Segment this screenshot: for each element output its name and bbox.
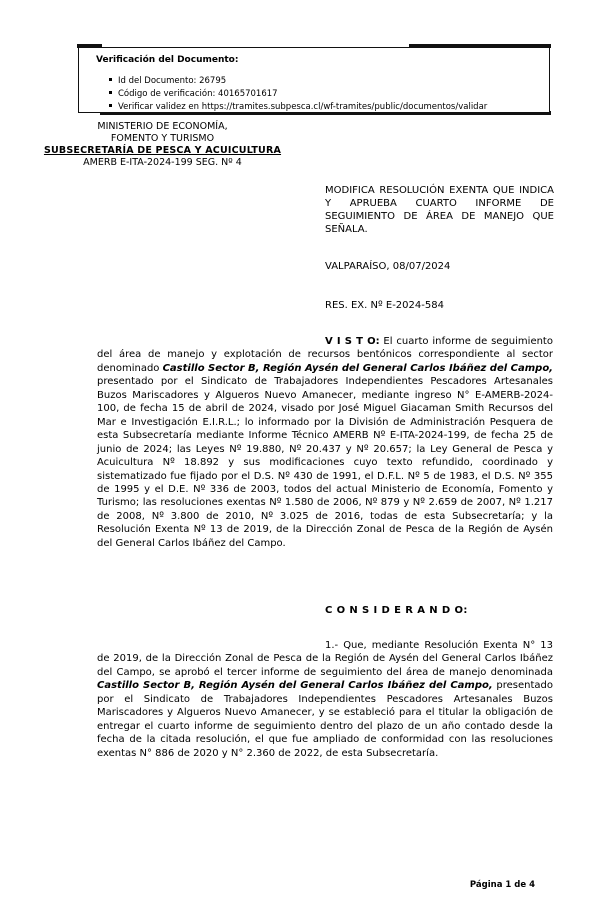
ministry-name-line2: FOMENTO Y TURISMO <box>110 133 215 144</box>
page-number: Página 1 de 4 <box>469 880 535 890</box>
bullet-icon <box>109 91 112 94</box>
place-date: VALPARAÍSO, 08/07/2024 <box>325 261 451 272</box>
verification-item <box>109 75 487 88</box>
resolution-number: RES. EX. Nº E-2024-584 <box>325 300 444 311</box>
letterhead <box>20 121 305 169</box>
verification-item <box>109 88 487 101</box>
considerando-heading: C O N S I D E R A N D O: <box>325 605 468 616</box>
verification-item <box>109 101 487 114</box>
subpesca-title: SUBSECRETARÍA DE PESCA Y ACUICULTURA <box>43 145 282 156</box>
verification-item-text: Id del Documento: 26795 <box>118 76 227 86</box>
verification-url-text: Verificar validez en https://tramites.subpesca.cl/wf-tramites/public/documentos/validar <box>118 102 488 112</box>
visto-paragraph: V I S T O: El cuarto informe de seguimiento del área de manejo y explotación de recursos bentónicos correspondiente al sector denominado Castillo Sector B, Región Aysén del General Carlos Ibáñez del Campo, presentado por el Sindicato de Trabajadores Independientes Pescadores Artesanales Buzos Mariscadores y Algueros Nuevo Amanecer, mediante ingreso N° E-AMERB-2024-100, de fecha 15 de abril de 2024, visado por José Miguel Giacaman Smith Recursos del Mar e Investigación E.I.R.L.; lo informado por la División de Administración Pesquera de esta Subsecretaría mediante Informe Técnico AMERB Nº E-ITA-2024-199, de fecha 25 de junio de 2024; las Leyes Nº 19.880, Nº 20.437 y Nº 20.657; la Ley General de Pesca y Acuicultura Nº 18.892 y sus modificaciones cuyo texto refundido, coordinado y sistematizado fue fijado por el D.S. Nº 430 de 1991, el D.F.L. Nº 5 de 1983, el D.S. Nº 355 de 1995 y el D.E. Nº 336 de 2003, todos del actual Ministerio de Economía, Fomento y Turismo; las resoluciones exentas Nº 1.580 de 2006, Nº 879 y Nº 2.659 de 2007, Nº 1.217 de 2008, Nº 3.800 de 2010, Nº 3.025 de 2016, todas de esta Subsecretaría; y la Resolución Exenta Nº 13 de 2019, de la Dirección Zonal de Pesca de la Región de Aysén del General Carlos Ibáñez del Campo. <box>97 336 553 549</box>
verification-item-text: Código de verificación: 40165701617 <box>118 89 278 99</box>
verification-box <box>78 47 550 113</box>
resolution-subject: MODIFICA RESOLUCIÓN EXENTA QUE INDICA Y APRUEBA CUARTO INFORME DE SEGUIMIENTO DE ÁREA DE MANEJO QUE SEÑALA. <box>325 185 554 235</box>
bullet-icon <box>109 104 112 107</box>
document-code: AMERB E-ITA-2024-199 SEG. Nº 4 <box>83 157 242 168</box>
verification-list <box>109 75 487 114</box>
ministry-name-line1: MINISTERIO DE ECONOMÍA, <box>97 121 228 132</box>
bullet-icon <box>109 78 112 81</box>
verification-title: Verificación del Documento: <box>96 55 239 65</box>
considerando-paragraph-1: 1.- Que, mediante Resolución Exenta N° 13 de 2019, de la Dirección Zonal de Pesca de la Región de Aysén del General Carlos Ibáñez del Campo, se aprobó el tercer informe de seguimiento del área de manejo denominada Castillo Sector B, Región Aysén del General Carlos Ibáñez del Campo, presentado por el Sindicato de Trabajadores Independientes Pescadores Artesanales Buzos Mariscadores y Algueros Nuevo Amanecer, y se estableció para el titular la obligación de entregar el cuarto informe de seguimiento dentro del plazo de un año contado desde la fecha de la citada resolución, el que fue ampliado de conformidad con las resoluciones exentas N° 886 de 2020 y N° 2.360 de 2022, de esta Subsecretaría. <box>97 640 553 759</box>
